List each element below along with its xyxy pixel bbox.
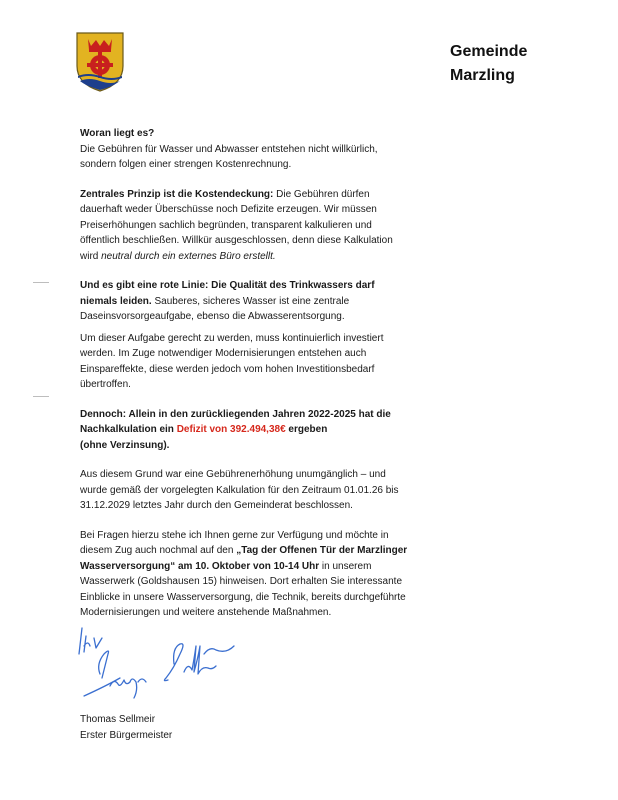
municipality-line-2: Marzling [450,67,515,84]
punch-mark [33,396,49,397]
signer-block [80,712,172,743]
intro-heading: Woran liegt es? [80,128,155,139]
deficit-amount: Defizit von 392.494,38€ [176,424,286,435]
open-day-event: „Tag der Offenen Tür der Marzlinger Wasserversorgung“ am 10. Oktober von 10-14 Uhr [80,545,408,572]
fold-mark [33,282,49,283]
principle-paragraph [80,187,410,265]
coat-of-arms-icon [76,32,124,92]
principle-text: Die Gebühren dürfen dauerhaft weder Überschüsse noch Defizite erzeugen. Wir müssen Preiserhöhungen sachlich begründen, transparent kalkulieren und öffentlich beschließen. Willkür ausgeschlossen, denn diese Kalkulation wird [80,188,393,262]
decision-paragraph [80,467,410,514]
signer-title: Erster Bürgermeister [80,729,173,741]
task-paragraph [80,331,410,393]
deficit-note: (ohne Verzinsung). [80,439,170,451]
deficit-paragraph [80,407,410,454]
letter-body [80,126,410,635]
deficit-text-before: Dennoch: Allein in den zurückliegenden Jahren 2022-2025 hat die Nachkalkulation ein [80,408,391,435]
municipality-line-1: Gemeinde [450,43,528,60]
principle-lead: Zentrales Prinzip ist die Kostendeckung: [80,188,274,200]
handwritten-signature [76,624,246,710]
principle-emphasis: neutral durch ein externes Büro erstellt. [101,250,276,262]
red-line-text: Sauberes, sicheres Wasser ist eine zentrale Daseinsvorsorgeaufgabe, ebenso die Abwasserentsorgung. [80,295,350,322]
task-text: Um dieser Aufgabe gerecht zu werden, muss kontinuierlich investiert werden. Im Zuge notwendiger Modernisierungen entstehen auch Einspareffekte, diese werden jedoch vom hohen Investitionsbedarf übertroffen. [80,332,384,390]
contact-paragraph [80,528,410,621]
red-line-lead: Und es gibt eine rote Linie: Die Qualität des Trinkwassers darf niemals leiden. [80,280,375,307]
deficit-text-after: ergeben [285,424,328,435]
intro-text: Die Gebühren für Wasser und Abwasser entstehen nicht willkürlich, sondern folgen einer strengen Kostenrechnung. [80,143,378,170]
decision-text: Aus diesem Grund war eine Gebührenerhöhung unumgänglich – und wurde gemäß der vorgelegten Kalkulation für den Zeitraum 01.01.26 bis 31.12.2029 letztes Jahr durch den Gemeinderat beschlossen. [80,469,399,511]
contact-text-before: Bei Fragen hierzu stehe ich Ihnen gerne zur Verfügung und möchte in diesem Zug auch nochmal auf den [80,529,389,556]
municipality-name [450,40,527,88]
intro-paragraph [80,126,410,173]
signer-name: Thomas Sellmeir [80,714,156,725]
contact-text-after: in unserem Wasserwerk (Goldshausen 15) hinweisen. Dort erhalten Sie interessante Einblicke in unsere Wasserversorgung, die Technik, bereits durchgeführte Modernisierungen und weitere anstehende Maßnahmen. [80,560,406,618]
red-line-paragraph [80,278,410,325]
